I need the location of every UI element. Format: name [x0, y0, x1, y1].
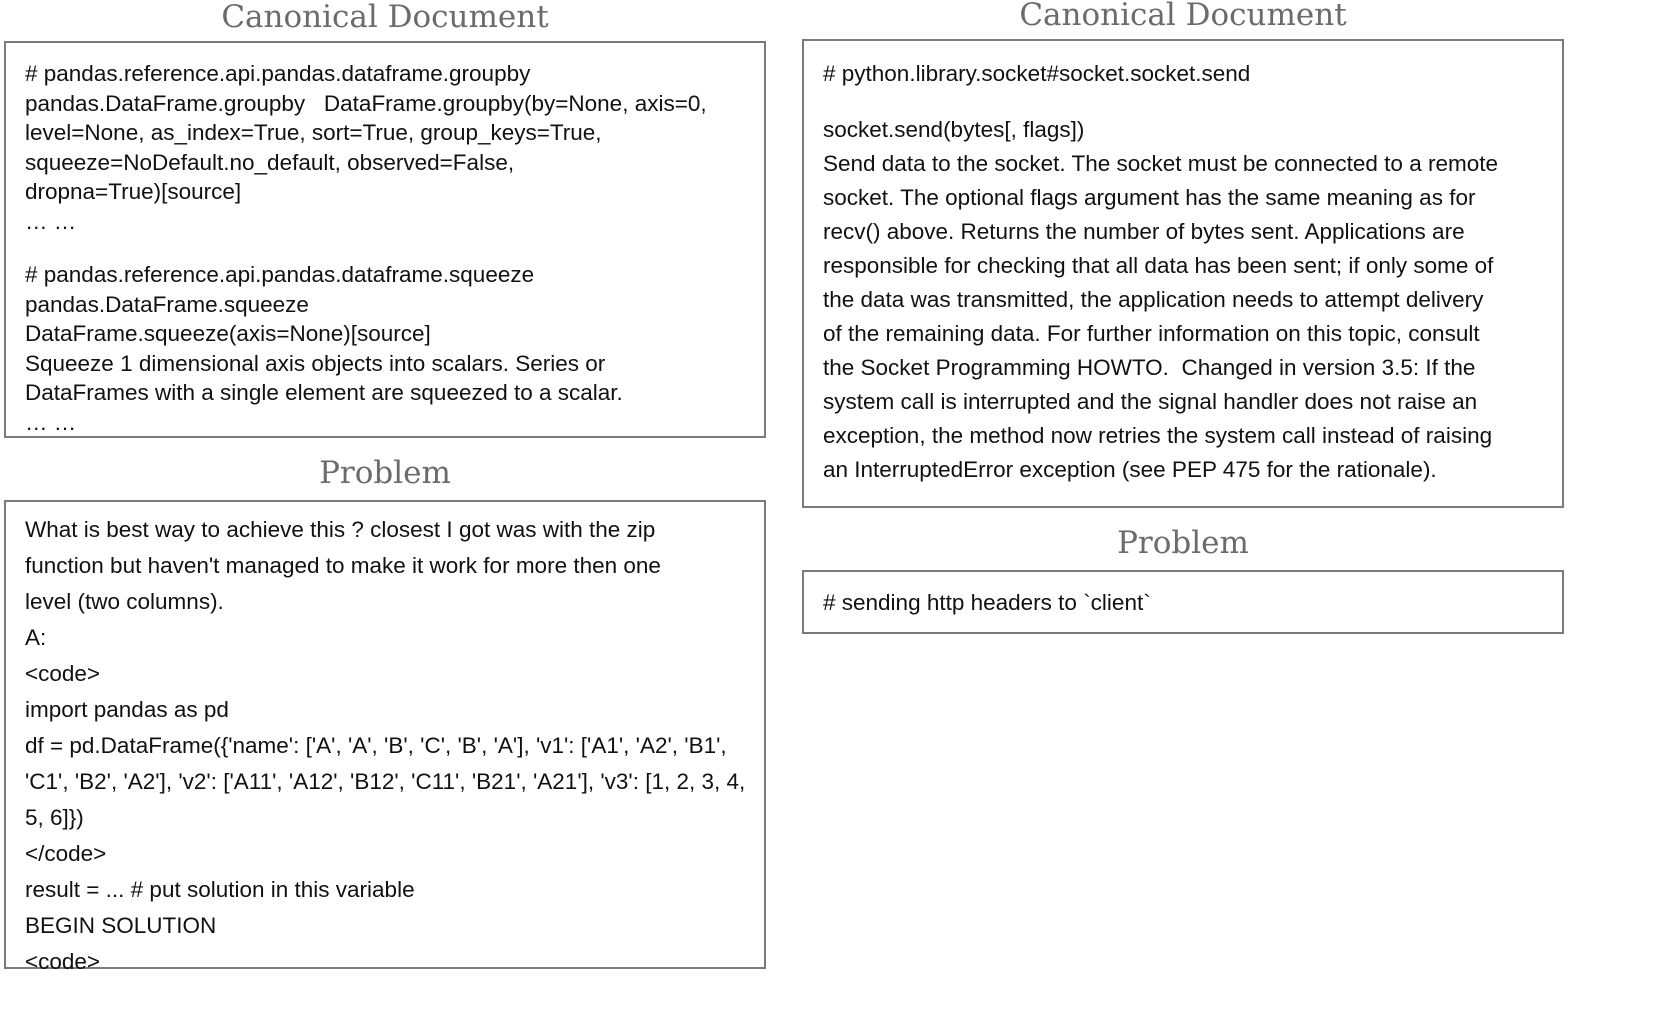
- doc-line: of the remaining data. For further information on this topic, consult: [823, 321, 1480, 346]
- doc-line: # pandas.reference.api.pandas.dataframe.squeeze: [25, 262, 535, 287]
- doc-title: # python.library.socket#socket.socket.send: [823, 61, 1251, 86]
- problem-line: BEGIN SOLUTION: [25, 913, 217, 938]
- doc-line: responsible for checking that all data has been sent; if only some of: [823, 253, 1494, 278]
- problem-line: </code>: [25, 841, 107, 866]
- doc-line: socket.send(bytes[, flags]): [823, 117, 1085, 142]
- doc-line: # pandas.reference.api.pandas.dataframe.groupby: [25, 61, 531, 86]
- problem-line: # sending http headers to `client`: [823, 590, 1151, 615]
- doc-line: DataFrame.squeeze(axis=None)[source]: [25, 321, 431, 346]
- problem-line: <code>: [25, 949, 101, 974]
- doc-line: pandas.DataFrame.groupby DataFrame.groupby(by=None, axis=0,: [25, 90, 707, 116]
- doc-line: the Socket Programming HOWTO. Changed in version 3.5: If the: [823, 355, 1476, 380]
- problem-line: import pandas as pd: [25, 697, 229, 722]
- doc-line: Squeeze 1 dimensional axis objects into scalars. Series or: [25, 350, 606, 376]
- problem-line: What is best way to achieve this ? closest I got was with the zip: [25, 517, 656, 542]
- problem-line: 'C1', 'B2', 'A2'], 'v2': ['A11', 'A12', 'B12', 'C11', 'B21', 'A21'], 'v3': [1, 2, 3, 4,: [25, 769, 746, 794]
- right-doc-heading: Canonical Document: [1019, 0, 1347, 33]
- doc-line: level=None, as_index=True, sort=True, group_keys=True,: [25, 120, 602, 145]
- left-problem-box: [4, 500, 766, 974]
- doc-ellipsis: … …: [25, 409, 77, 435]
- doc-line: system call is interrupted and the signal handler does not raise an: [823, 389, 1478, 414]
- left-doc-heading: Canonical Document: [221, 0, 549, 35]
- doc-line: pandas.DataFrame.squeeze: [25, 291, 309, 317]
- doc-line: exception, the method now retries the system call instead of raising: [823, 423, 1493, 448]
- problem-line: level (two columns).: [25, 589, 224, 614]
- doc-line: dropna=True)[source]: [25, 179, 242, 204]
- doc-line: recv() above. Returns the number of bytes sent. Applications are: [823, 219, 1465, 244]
- problem-line: df = pd.DataFrame({'name': ['A', 'A', 'B', 'C', 'B', 'A'], 'v1': ['A1', 'A2', 'B1',: [25, 733, 727, 758]
- problem-line: 5, 6]}): [25, 805, 84, 830]
- problem-line: A:: [25, 625, 47, 650]
- problem-line: result = ... # put solution in this variable: [25, 877, 415, 902]
- left-canonical-document-box: [4, 41, 766, 438]
- doc-line: Send data to the socket. The socket must be connected to a remote: [823, 151, 1498, 176]
- right-canonical-document-box: [802, 39, 1564, 508]
- doc-line: squeeze=NoDefault.no_default, observed=False,: [25, 149, 515, 175]
- right-problem-box: [802, 570, 1564, 634]
- left-problem-heading: Problem: [319, 455, 451, 491]
- right-problem-heading: Problem: [1117, 525, 1249, 561]
- doc-line: the data was transmitted, the application needs to attempt delivery: [823, 287, 1484, 312]
- doc-ellipsis: … …: [25, 208, 77, 234]
- problem-line: function but haven't managed to make it work for more then one: [25, 553, 661, 578]
- doc-line: an InterruptedError exception (see PEP 475 for the rationale).: [823, 457, 1437, 482]
- doc-line: socket. The optional flags argument has the same meaning as for: [823, 185, 1476, 210]
- problem-line: <code>: [25, 661, 101, 686]
- doc-line: DataFrames with a single element are squeezed to a scalar.: [25, 380, 623, 405]
